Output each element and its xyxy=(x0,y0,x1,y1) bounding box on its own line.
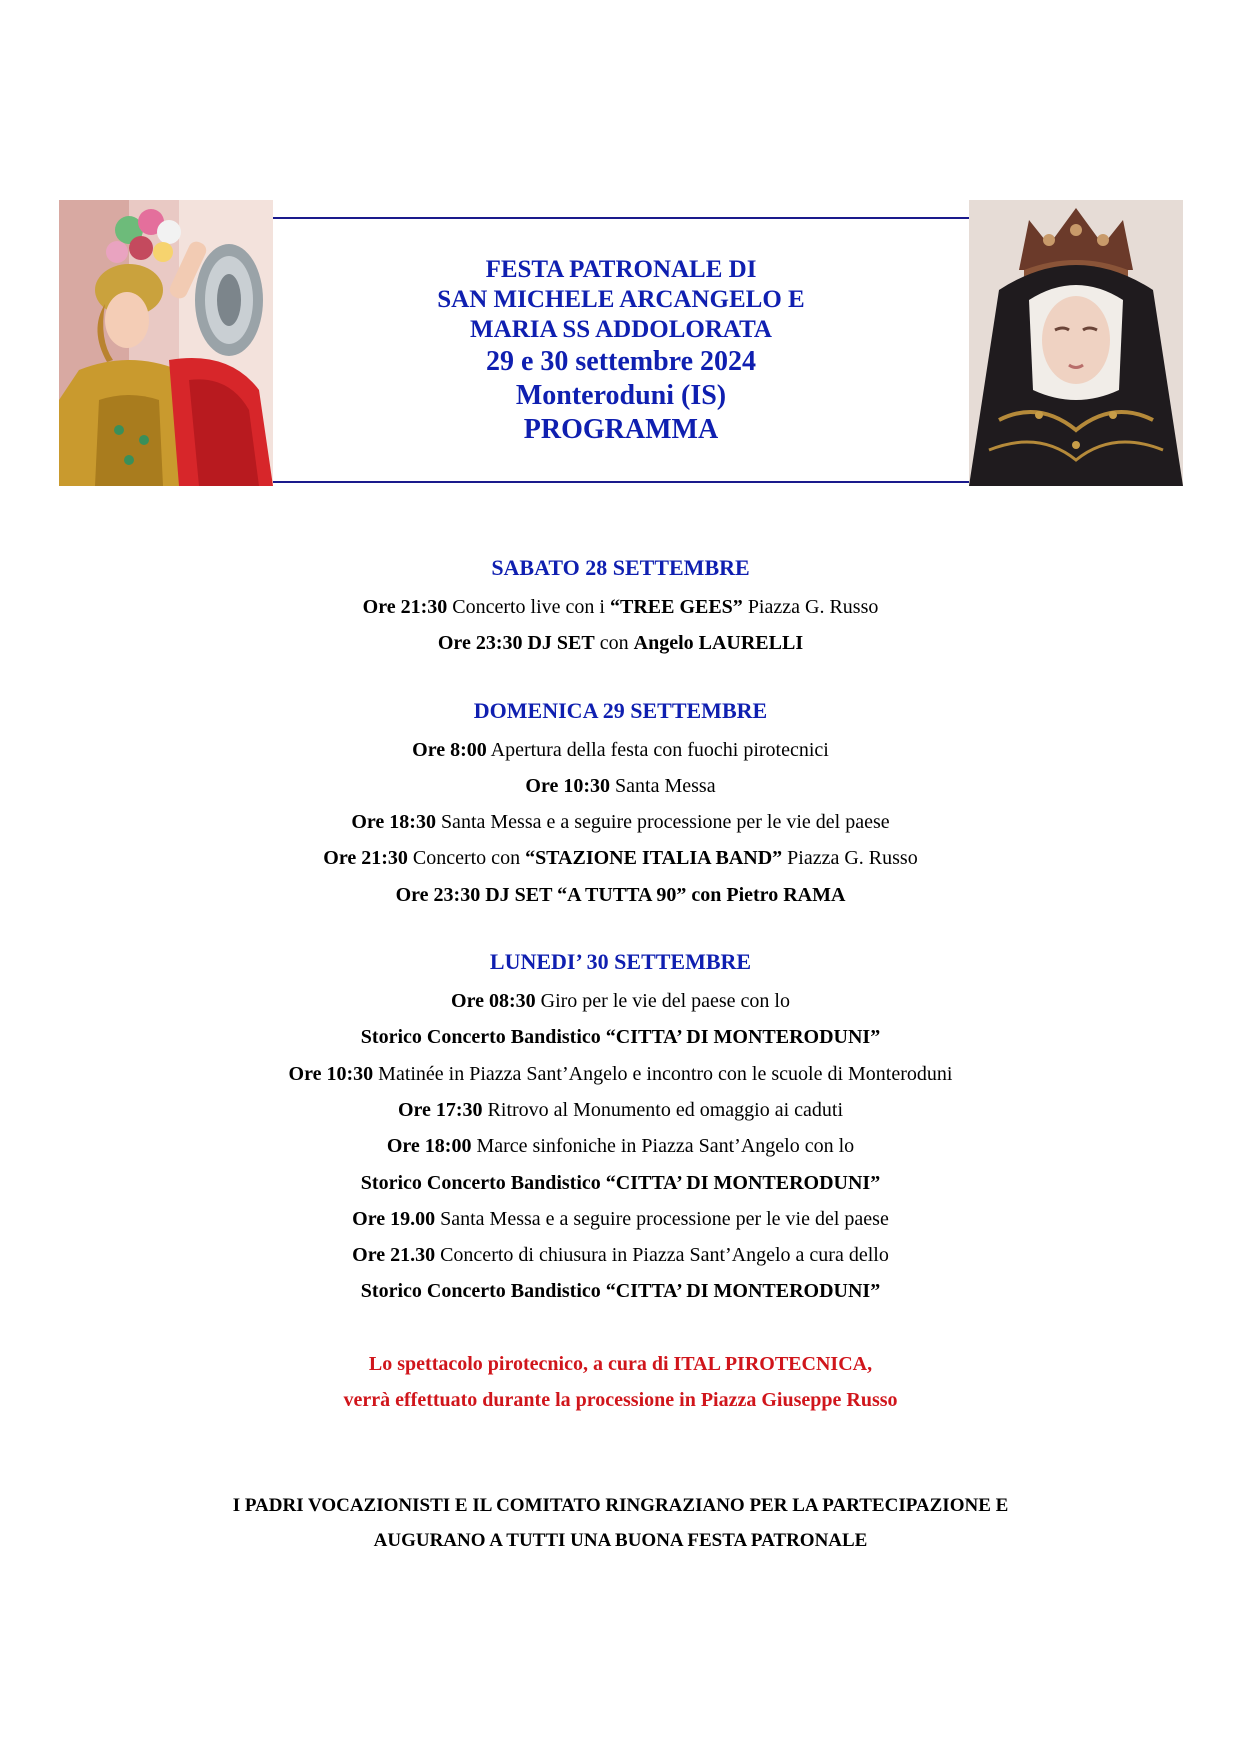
schedule-entry xyxy=(0,1128,1241,1164)
entry-highlight: Angelo LAURELLI xyxy=(633,632,804,655)
entry-highlight: Ore 23:30 DJ SET xyxy=(437,632,595,655)
schedule-entry xyxy=(0,732,1241,768)
day-section xyxy=(0,698,1241,913)
entry-highlight: Storico Concerto Bandistico “CITTA’ DI MONTERODUNI” xyxy=(360,1171,881,1194)
entry-highlight: “TREE GEES” xyxy=(609,596,743,618)
schedule-entry xyxy=(0,1056,1241,1092)
entry-highlight: Ore 18:00 xyxy=(386,1135,472,1158)
entry-highlight: Ore 19.00 xyxy=(352,1207,436,1230)
entry-text: Concerto di chiusura in Piazza Sant’Angelo a cura dello xyxy=(435,1244,889,1267)
schedule-entry xyxy=(0,983,1241,1019)
entry-highlight: Ore 21:30 xyxy=(362,596,448,618)
header xyxy=(59,200,1183,486)
entry-highlight: Ore 21:30 xyxy=(323,847,408,870)
entry-text: Concerto con xyxy=(407,847,526,870)
schedule-entry xyxy=(0,768,1241,804)
entry-text: Giro per le vie del paese con lo xyxy=(535,990,790,1013)
title-box xyxy=(273,217,969,483)
entry-text: Matinée in Piazza Sant’Angelo e incontro con le scuole di Monteroduni xyxy=(373,1062,953,1085)
entry-text: Santa Messa e a seguire processione per le vie del paese xyxy=(435,811,890,834)
entry-highlight: Ore 10:30 xyxy=(288,1062,374,1085)
thanks-line: AUGURANO A TUTTI UNA BUONA FESTA PATRONALE xyxy=(373,1529,868,1551)
entry-highlight: Ore 17:30 xyxy=(397,1098,483,1121)
schedule-entry xyxy=(0,1273,1241,1309)
schedule-entry xyxy=(0,1092,1241,1128)
fireworks-note-line: verrà effettuato durante la processione in Piazza Giuseppe Russo xyxy=(343,1388,898,1411)
schedule-entry xyxy=(0,1237,1241,1273)
entry-highlight: Ore 08:30 xyxy=(451,990,536,1013)
schedule-entry xyxy=(0,625,1241,661)
entry-highlight: Ore 10:30 xyxy=(525,774,611,797)
program-label: PROGRAMMA xyxy=(523,414,719,445)
schedule-entry xyxy=(0,804,1241,840)
entry-text: Piazza G. Russo xyxy=(742,596,879,618)
title-line-1: FESTA PATRONALE DI xyxy=(485,256,757,283)
entry-highlight: Ore 23:30 DJ SET “A TUTTA 90” con Pietro RAMA xyxy=(395,883,846,906)
entry-text: Santa Messa xyxy=(610,774,716,797)
schedule-entry xyxy=(0,840,1241,876)
entry-text: Marce sinfoniche in Piazza Sant’Angelo con lo xyxy=(471,1135,855,1158)
entry-text: con xyxy=(594,632,634,655)
madonna-addolorata-image xyxy=(969,200,1183,486)
schedule-entry xyxy=(0,1165,1241,1201)
san-michele-image xyxy=(59,200,273,486)
entry-text: Concerto live con i xyxy=(447,596,610,618)
day-section xyxy=(0,555,1241,662)
fireworks-note xyxy=(0,1346,1241,1418)
entry-highlight: Ore 21.30 xyxy=(352,1244,436,1267)
entry-highlight: “STAZIONE ITALIA BAND” xyxy=(525,847,783,870)
day-title: LUNEDI’ 30 SETTEMBRE xyxy=(489,949,752,975)
thanks-message xyxy=(0,1488,1241,1558)
entry-text: Piazza G. Russo xyxy=(782,847,918,870)
schedule-entry xyxy=(0,1201,1241,1237)
schedule-entry xyxy=(0,589,1241,625)
entry-highlight: Ore 18:30 xyxy=(351,811,436,834)
schedule-entry xyxy=(0,1019,1241,1055)
entry-text: Apertura della festa con fuochi pirotecnici xyxy=(486,738,829,761)
day-title: SABATO 28 SETTEMBRE xyxy=(491,555,750,580)
entry-text: Santa Messa e a seguire processione per le vie del paese xyxy=(435,1207,889,1230)
program xyxy=(0,555,1241,1558)
title-line-3: MARIA SS ADDOLORATA xyxy=(470,316,772,343)
event-place: Monteroduni (IS) xyxy=(515,380,727,411)
entry-highlight: Storico Concerto Bandistico “CITTA’ DI MONTERODUNI” xyxy=(360,1026,881,1049)
title-line-2: SAN MICHELE ARCANGELO E xyxy=(437,286,805,313)
event-dates: 29 e 30 settembre 2024 xyxy=(485,346,757,377)
entry-highlight: Ore 8:00 xyxy=(412,738,487,761)
entry-text: Ritrovo al Monumento ed omaggio ai caduti xyxy=(482,1098,844,1121)
thanks-line: I PADRI VOCAZIONISTI E IL COMITATO RINGRAZIANO PER LA PARTECIPAZIONE E xyxy=(232,1494,1009,1516)
day-title: DOMENICA 29 SETTEMBRE xyxy=(473,697,768,723)
entry-highlight: Storico Concerto Bandistico “CITTA’ DI MONTERODUNI” xyxy=(360,1280,881,1303)
schedule-entry xyxy=(0,877,1241,913)
day-section xyxy=(0,949,1241,1310)
fireworks-note-line: Lo spettacolo pirotecnico, a cura di ITAL PIROTECNICA, xyxy=(368,1352,873,1375)
